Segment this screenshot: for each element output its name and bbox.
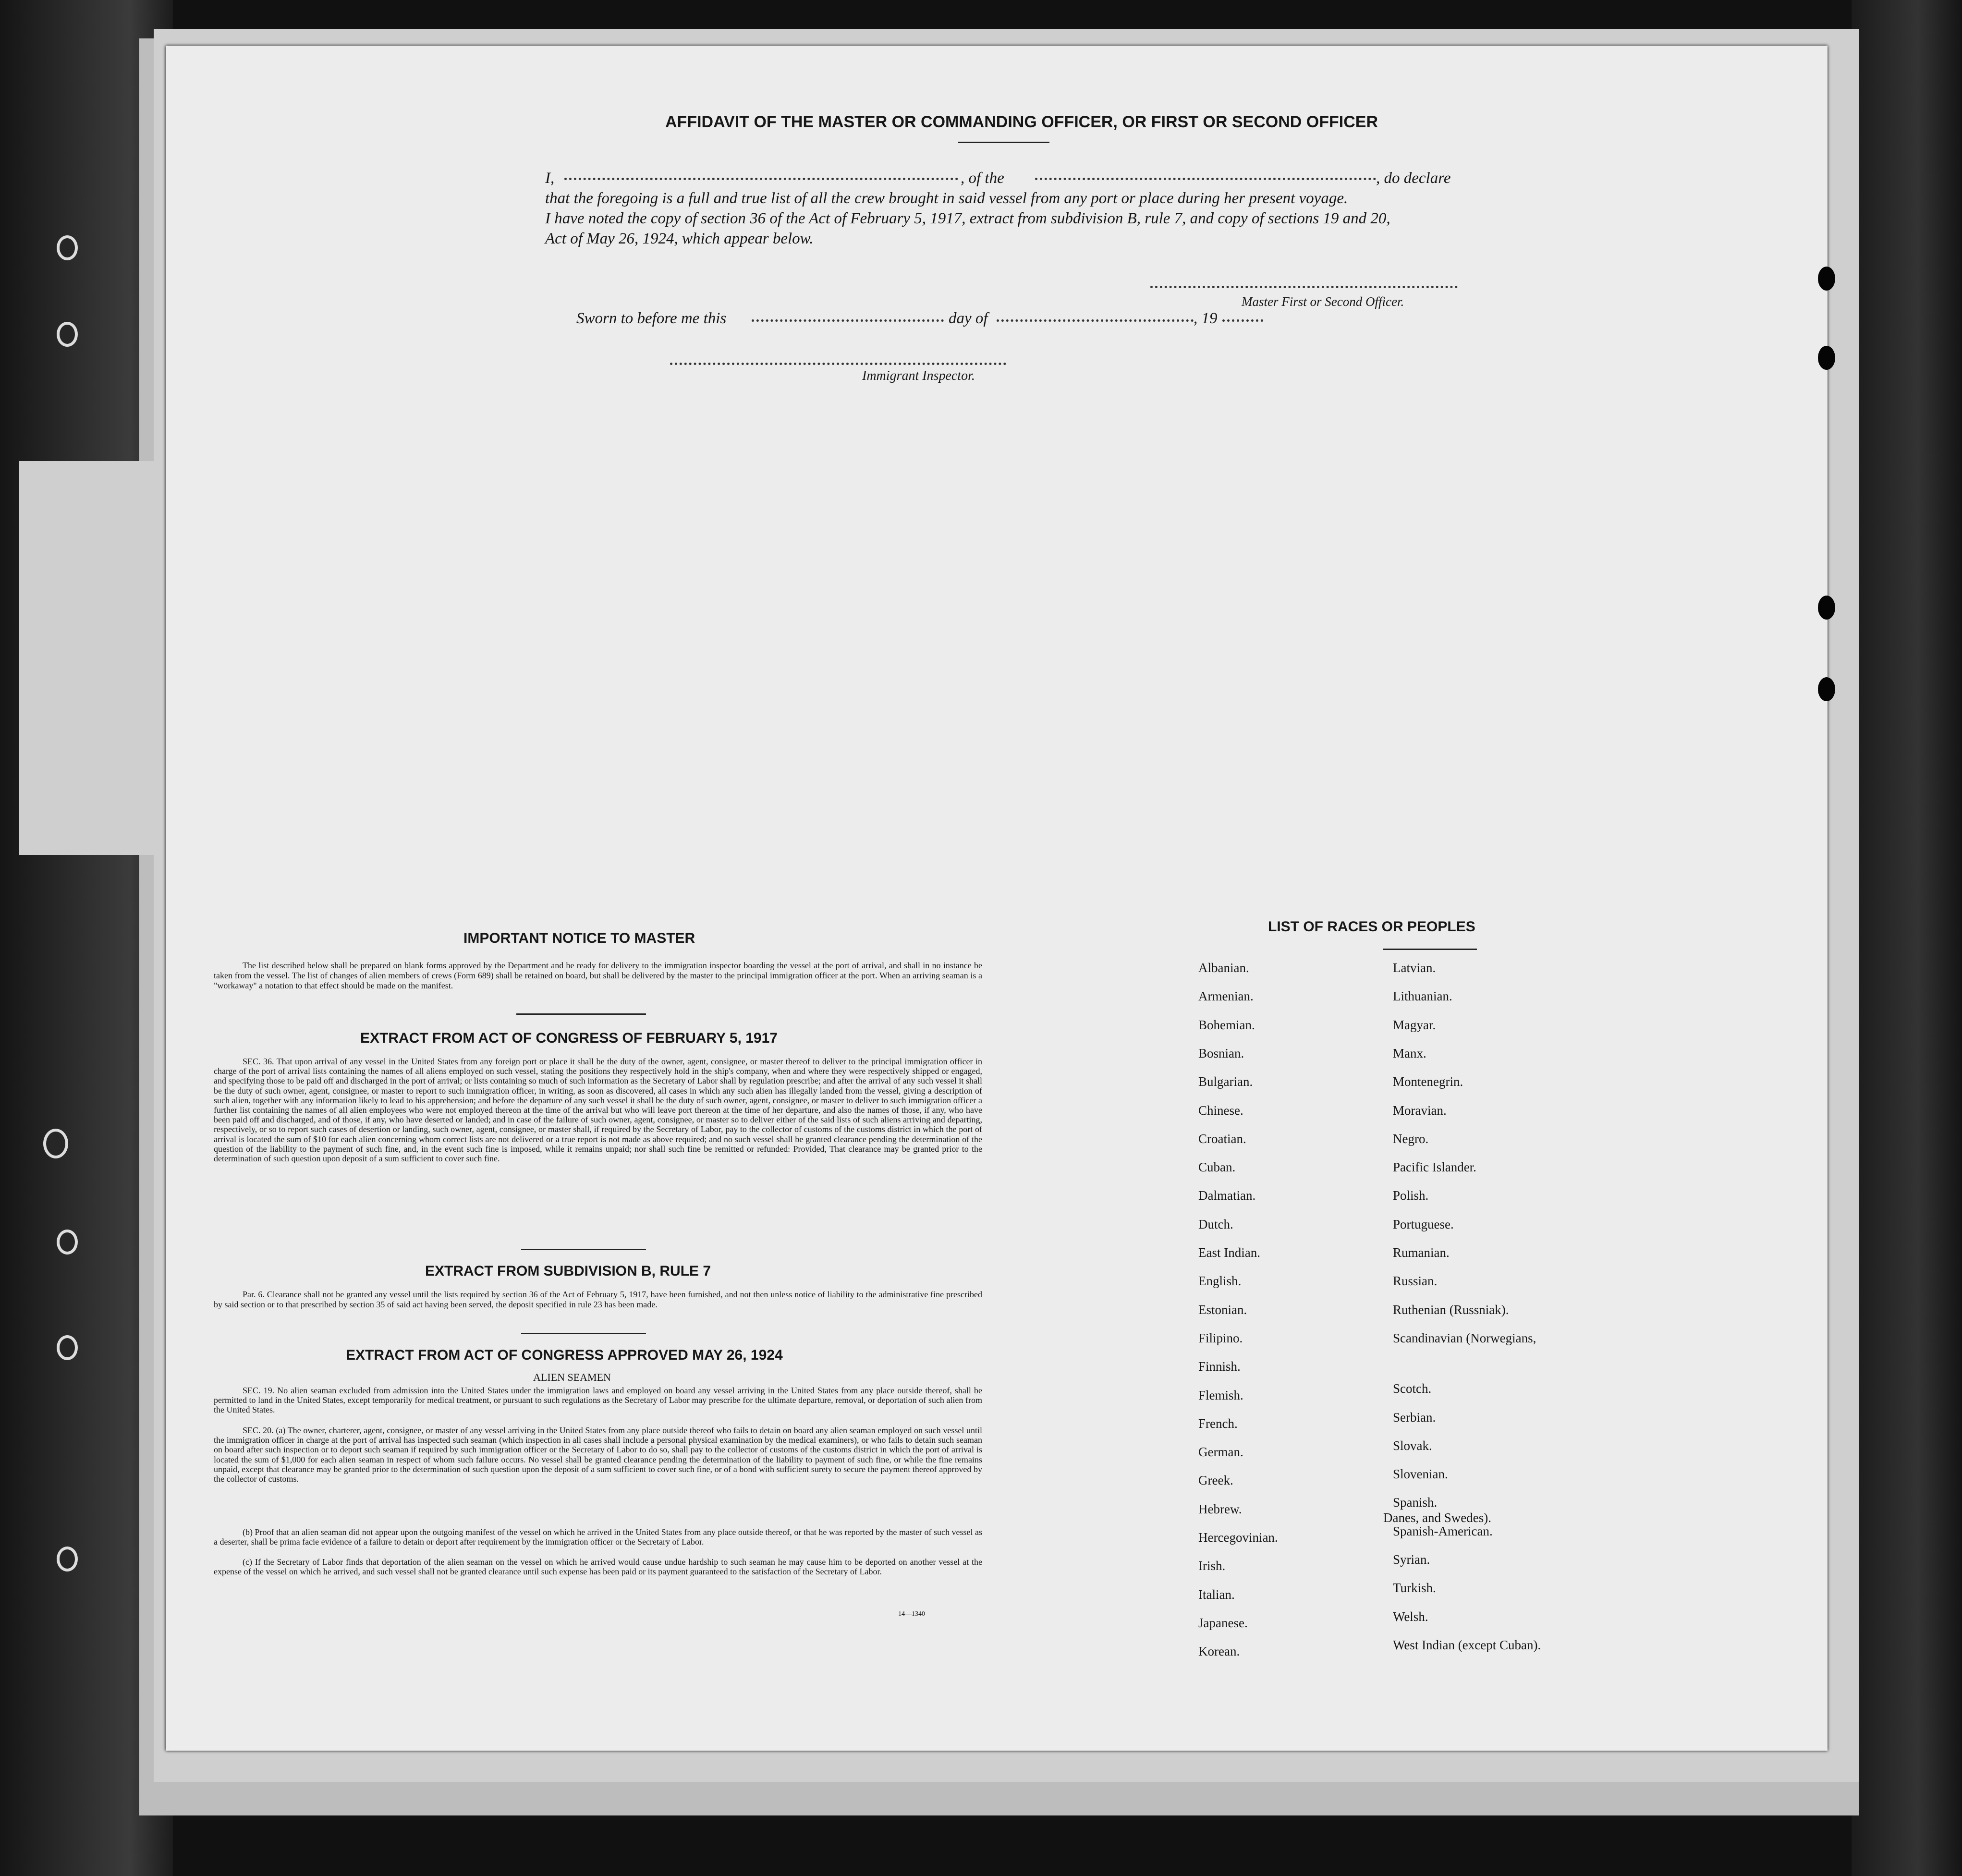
section-rule — [521, 1249, 646, 1250]
folded-paper-edge — [19, 461, 163, 855]
race-item: Bohemian. — [1198, 1017, 1255, 1032]
affidavit-title: AFFIDAVIT OF THE MASTER OR COMMANDING OFFICER, OR FIRST OR SECOND OFFICER — [665, 113, 1378, 131]
vessel-blank[interactable] — [1035, 178, 1376, 180]
race-item: English. — [1198, 1274, 1242, 1289]
year-blank[interactable] — [1222, 319, 1263, 322]
race-item: Bosnian. — [1198, 1046, 1244, 1060]
punch-hole — [1818, 267, 1835, 291]
race-item: Korean. — [1198, 1644, 1240, 1659]
race-item: French. — [1198, 1416, 1238, 1431]
races-title: LIST OF RACES OR PEOPLES — [1268, 919, 1475, 935]
race-item: Japanese. — [1198, 1615, 1248, 1630]
races-rule — [1383, 949, 1477, 950]
race-item: Spanish-American. — [1393, 1523, 1493, 1538]
race-item: Serbian. — [1393, 1410, 1436, 1425]
race-item: Welsh. — [1393, 1609, 1428, 1624]
punch-hole — [1818, 346, 1835, 370]
form-number: 14—1340 — [898, 1610, 925, 1618]
section-20c-text: (c) If the Secretary of Labor finds that deportation of the alien seaman on the vessel on which he arrived would cause undue hardship to such seaman he may cause him to be deported on another vessel at the expense of the vessel on which he arrived, and such vessel shall not be granted clearance until such expense has been paid or its payment guaranteed to the satisfaction of the Secretary of Labor. — [214, 1557, 982, 1577]
affidavit-i-label: I, — [545, 170, 555, 187]
day-of-label: day of — [949, 310, 988, 327]
race-item: West Indian (except Cuban). — [1393, 1637, 1541, 1652]
do-declare-label: , do declare — [1376, 170, 1451, 187]
race-item: Magyar. — [1393, 1017, 1436, 1032]
race-item: Albanian. — [1198, 961, 1249, 975]
race-item: Armenian. — [1198, 989, 1254, 1004]
section-rule — [521, 1333, 646, 1334]
race-item: Portuguese. — [1393, 1217, 1454, 1231]
race-item: Scandinavian (Norwegians, — [1393, 1330, 1536, 1345]
race-item: Scotch. — [1393, 1381, 1432, 1396]
extract-1917-text: SEC. 36. That upon arrival of any vessel in the United States from any foreign port or place it shall be the duty of the owner, agent, consignee, or master thereof to deliver to the principal immigration officer in charge of the port of arrival lists containing the names of all aliens employed on such vessel, stating the positions they respectively hold in the ship's company, when and where they were respectively shipped or engaged, and specifying those to be paid off and discharged in the port of arrival; or lists containing so much of such information as the Secretary of Labor shall by regulation prescribe; and after the arrival of any such vessel it shall be the duty of such owner, agent, consignee, or master to report to such immigration officer, in writing, as soon as discovered, all cases in which any such alien has illegally landed from the vessel, giving a description of such alien, together with any information likely to lead to his apprehension; and before the departure of any such vessel it shall be the duty of such owner, agent, consignee, or master to deliver to such immigration officer a further list containing the names of all alien employees who were not employed thereon at the time of the arrival but who will leave port thereon at the time of her departure, and also the names of those, if any, who have been paid off and discharged, and of those, if any, who have deserted or landed; and in case of the failure of such owner, agent, consignee, or master so to deliver either of the said lists of such aliens arriving and departing, respectively, or so to report such cases of desertion or landing, such owner, agent, consignee, or master shall, if required by the Secretary of Labor, pay to the collector of customs of the customs district in which the port of arrival is located the sum of $10 for each alien concerning whom correct lists are not delivered or a true report is not made as above required; and no such vessel shall be granted clearance pending the determination of the question of the liability to the payment of such fine, and, in the event such fine is imposed, while it remains unpaid; nor shall such fine be remitted or refunded: Provided, That clearance may be granted prior to the determination of such question upon deposit of a sum sufficient to cover such fine. — [214, 1057, 982, 1164]
race-item: Lithuanian. — [1393, 989, 1452, 1004]
race-item: Bulgarian. — [1198, 1074, 1253, 1089]
race-item: Finnish. — [1198, 1359, 1241, 1374]
race-item: Slovenian. — [1393, 1467, 1448, 1482]
affidavit-line-1: that the foregoing is a full and true list of all the crew brought in said vessel from any port or place during her present voyage. — [545, 190, 1348, 207]
race-item: Rumanian. — [1393, 1245, 1450, 1260]
race-item: Spanish. — [1393, 1495, 1438, 1510]
punch-hole — [1818, 596, 1835, 620]
name-blank[interactable] — [564, 178, 958, 180]
binder-hole — [57, 235, 78, 260]
race-item: Slovak. — [1393, 1438, 1432, 1453]
sworn-month-blank[interactable] — [997, 319, 1194, 322]
notice-text: The list described below shall be prepared on blank forms approved by the Department and be ready for delivery to the immigration inspector boarding the vessel at the port of arrival, and shall in no instance be taken from the vessel. The list of changes of alien members of crews (Form 689) shall be retained on board, but shall be delivered by the master to the principal immigration officer at the port. When an arriving seaman is a "workaway" a notation to that effect should be made on the manifest. — [214, 961, 982, 990]
affidavit-line-3: Act of May 26, 1924, which appear below. — [545, 230, 814, 247]
binder-hole — [57, 1547, 78, 1571]
race-item: Manx. — [1393, 1046, 1426, 1060]
master-signature-blank[interactable] — [1150, 286, 1458, 288]
sworn-day-blank[interactable] — [752, 319, 944, 322]
race-item: Negro. — [1393, 1131, 1429, 1146]
of-the-label: , of the — [961, 170, 1004, 187]
race-item: Croatian. — [1198, 1131, 1246, 1146]
binder-hole — [57, 322, 78, 347]
race-item: Montenegrin. — [1393, 1074, 1463, 1089]
extract-1917-title: EXTRACT FROM ACT OF CONGRESS OF FEBRUARY 5, 1917 — [360, 1030, 778, 1046]
race-item: Hercegovinian. — [1198, 1530, 1278, 1545]
binder-right-edge — [1852, 0, 1962, 1876]
inspector-caption: Immigrant Inspector. — [862, 368, 975, 383]
race-item: Latvian. — [1393, 961, 1436, 975]
section-20a-text: SEC. 20. (a) The owner, charterer, agent, consignee, or master of any vessel arriving in the United States from any place outside thereof who fails to detain on board any alien seaman employed on such vessel until the immigration officer in charge at the port of arrival has inspected such seaman (which inspection in all cases shall include a personal physical examination by the medical examiners), or who fails to detain such seaman on board after such inspection or to deport such seaman if required by such immigration officer or the Secretary of Labor to do so, shall pay to the collector of customs of the customs district in which the port of arrival is located the sum of $1,000 for each alien seaman in respect of whom such failure occurs. No vessel shall be granted clearance pending the determination of the liability to payment of such fine, or while the fine remains unpaid, except that clearance may be granted prior to the determination of such question upon the deposit of a sum sufficient to cover such fine, or of a bond with sufficient surety to secure the payment thereof approved by the collector of customs. — [214, 1425, 982, 1484]
subdivision-b-title: EXTRACT FROM SUBDIVISION B, RULE 7 — [425, 1263, 711, 1279]
race-item: Russian. — [1393, 1274, 1438, 1289]
manifest-page — [166, 46, 1828, 1751]
race-item: Chinese. — [1198, 1103, 1243, 1118]
race-item: Polish. — [1393, 1188, 1429, 1203]
inspector-signature-blank[interactable] — [670, 363, 1006, 365]
race-item: East Indian. — [1198, 1245, 1260, 1260]
race-item: Danes, and Swedes). — [1383, 1511, 1491, 1525]
race-item: Irish. — [1198, 1559, 1226, 1573]
race-item: German. — [1198, 1445, 1243, 1460]
binder-hole — [57, 1335, 78, 1360]
title-rule — [958, 142, 1049, 143]
race-item: Pacific Islander. — [1393, 1160, 1476, 1175]
sworn-label: Sworn to before me this — [576, 310, 727, 327]
race-item: Dalmatian. — [1198, 1188, 1256, 1203]
race-item: Turkish. — [1393, 1581, 1436, 1596]
binder-hole — [43, 1129, 68, 1158]
race-item: Moravian. — [1393, 1103, 1447, 1118]
section-20b-text: (b) Proof that an alien seaman did not appear upon the outgoing manifest of the vessel on which he arrived in the United States from any place outside thereof, or that he was reported by the master of such vessel as a deserter, shall be prima facie evidence of a failure to detain or deport after requirement by the immigration officer or the Secretary of Labor. — [214, 1527, 982, 1547]
race-item: Hebrew. — [1198, 1501, 1242, 1516]
race-item: Flemish. — [1198, 1388, 1243, 1402]
extract-1924-title: EXTRACT FROM ACT OF CONGRESS APPROVED MAY 26, 1924 — [346, 1347, 783, 1363]
race-item: Dutch. — [1198, 1217, 1233, 1231]
race-item: Filipino. — [1198, 1330, 1243, 1345]
master-caption: Master First or Second Officer. — [1242, 294, 1404, 309]
affidavit-line-2: I have noted the copy of section 36 of the Act of February 5, 1917, extract from subdivision B, rule 7, and copy of sections 19 and 20, — [545, 210, 1390, 227]
race-item: Estonian. — [1198, 1302, 1247, 1317]
year-label: , 19 — [1194, 310, 1218, 327]
race-item: Ruthenian (Russniak). — [1393, 1302, 1509, 1317]
race-item: Greek. — [1198, 1473, 1233, 1488]
race-item: Italian. — [1198, 1587, 1235, 1602]
race-item: Syrian. — [1393, 1552, 1430, 1567]
punch-hole — [1818, 677, 1835, 701]
section-rule — [516, 1013, 646, 1015]
binder-hole — [57, 1230, 78, 1255]
section-19-text: SEC. 19. No alien seaman excluded from admission into the United States under the immigration laws and employed on board any vessel arriving in the United States from any place outside thereof, shall be permitted to land in the United States, except temporarily for medical treatment, or pursuant to such regulations as the Secretary of Labor may prescribe for the ultimate departure, removal, or deportation of such alien from the United States. — [214, 1386, 982, 1415]
notice-title: IMPORTANT NOTICE TO MASTER — [463, 930, 695, 946]
subdivision-b-text: Par. 6. Clearance shall not be granted any vessel until the lists required by section 36 of the Act of February 5, 1917, have been furnished, and not then unless notice of liability to the administrative fine prescribed by said section or to that prescribed by section 35 of said act having been served, the deposit specified in rule 23 has been made. — [214, 1290, 982, 1309]
extract-1924-subtitle: ALIEN SEAMEN — [533, 1371, 611, 1383]
race-item: Cuban. — [1198, 1160, 1236, 1175]
